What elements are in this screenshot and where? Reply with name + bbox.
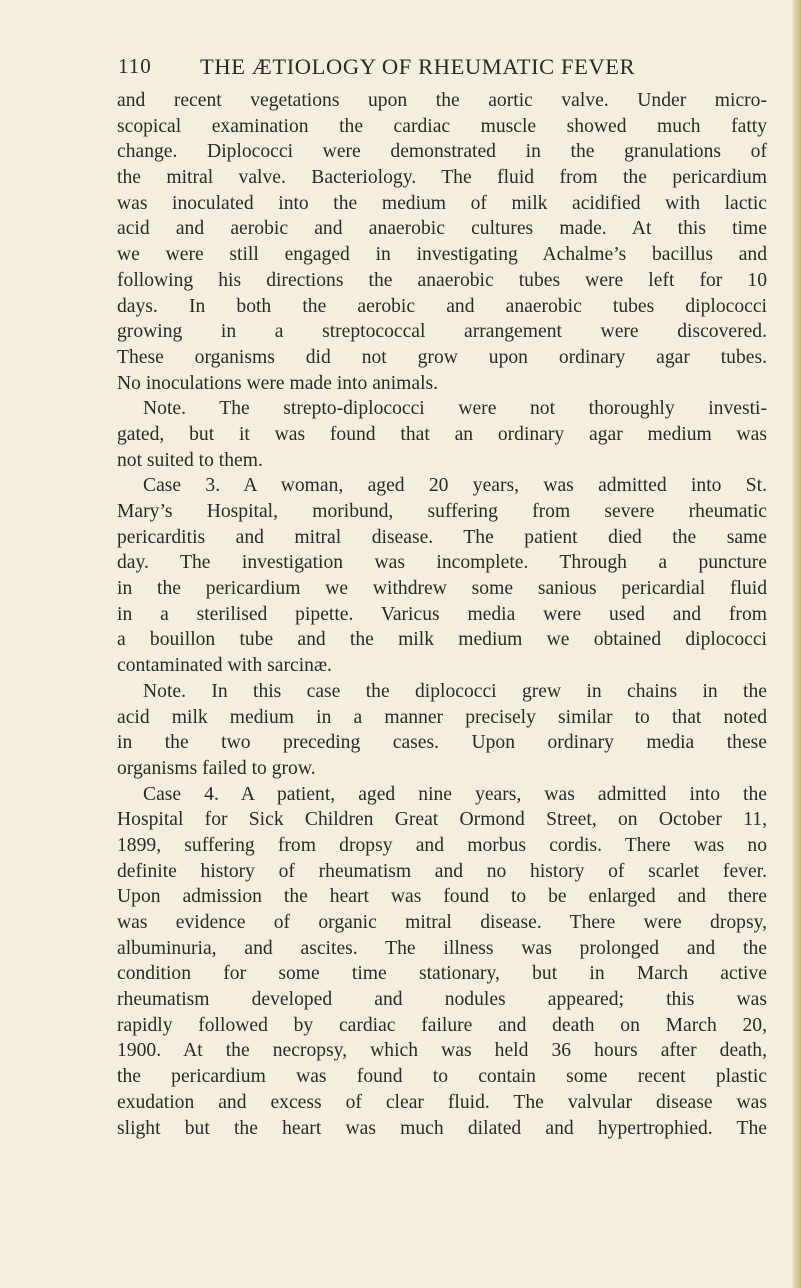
text-line: the pericardium was found to contain some recent plastic xyxy=(117,1066,767,1088)
text-line: was inoculated into the medium of milk acidified with lactic xyxy=(117,192,767,214)
text-line: and recent vegetations upon the aortic valve. Under micro- xyxy=(117,90,767,111)
text-line: contaminated with sarcinæ. xyxy=(117,655,332,677)
text-line: not suited to them. xyxy=(117,449,263,471)
case-paragraph-start: Case 4. A patient, aged nine years, was admitted into the xyxy=(143,783,767,805)
text-line: we were still engaged in investigating Achalme’s bacillus and xyxy=(117,244,767,266)
text-line: growing in a streptococcal arrangement were discovered. xyxy=(117,321,767,343)
text-line: the mitral valve. Bacteriology. The fluid from the pericardium xyxy=(117,167,767,189)
note-paragraph-start: Note. In this case the diplococci grew in chains in the xyxy=(143,680,767,702)
text-line: No inoculations were made into animals. xyxy=(117,372,439,394)
text-line: rapidly followed by cardiac failure and death on March 20, xyxy=(117,1014,767,1036)
body-text xyxy=(117,88,767,1141)
note-paragraph-start: Note. The strepto-diplococci were not thoroughly investi- xyxy=(143,398,767,420)
text-line: rheumatism developed and nodules appeared; this was xyxy=(117,989,767,1011)
text-line: in the pericardium we withdrew some sanious pericardial fluid xyxy=(117,578,767,600)
text-line: day. The investigation was incomplete. Through a puncture xyxy=(117,552,767,574)
text-line: exudation and excess of clear fluid. The valvular disease was xyxy=(117,1091,767,1113)
text-line: days. In both the aerobic and anaerobic tubes diplococci xyxy=(117,295,767,317)
text-line: These organisms did not grow upon ordinary agar tubes. xyxy=(117,346,767,368)
text-line: organisms failed to grow. xyxy=(117,757,316,779)
text-line: acid milk medium in a manner precisely similar to that noted xyxy=(117,706,767,728)
text-line: in a sterilised pipette. Varicus media were used and from xyxy=(117,603,767,625)
text-line: Hospital for Sick Children Great Ormond Street, on October 11, xyxy=(117,809,767,831)
text-line: albuminuria, and ascites. The illness was prolonged and the xyxy=(117,937,767,959)
text-line: Upon admission the heart was found to be enlarged and there xyxy=(117,886,767,908)
text-line: 1899, suffering from dropsy and morbus cordis. There was no xyxy=(117,834,767,856)
page-header xyxy=(118,54,758,88)
case-paragraph-start: Case 3. A woman, aged 20 years, was admitted into St. xyxy=(143,475,767,497)
text-line: Mary’s Hospital, moribund, suffering from severe rheumatic xyxy=(117,501,767,522)
page-number: 110 xyxy=(118,54,152,78)
text-line: pericarditis and mitral disease. The patient died the same xyxy=(117,526,767,548)
text-line: definite history of rheumatism and no history of scarlet fever. xyxy=(117,860,767,882)
text-line: acid and aerobic and anaerobic cultures made. At this time xyxy=(117,218,767,240)
page-edge-shadow xyxy=(791,0,801,1288)
text-line: slight but the heart was much dilated and hypertrophied. The xyxy=(117,1117,767,1139)
running-title: THE ÆTIOLOGY OF RHEUMATIC FEVER xyxy=(200,54,636,79)
text-line: scopical examination the cardiac muscle showed much fatty xyxy=(117,115,767,137)
text-line: gated, but it was found that an ordinary agar medium was xyxy=(117,423,767,445)
text-line: in the two preceding cases. Upon ordinary media these xyxy=(117,732,767,754)
text-line: change. Diplococci were demonstrated in the granulations of xyxy=(117,141,767,163)
text-line: 1900. At the necropsy, which was held 36 hours after death, xyxy=(117,1040,767,1062)
text-line: was evidence of organic mitral disease. There were dropsy, xyxy=(117,912,767,933)
text-line: a bouillon tube and the milk medium we obtained diplococci xyxy=(117,629,767,651)
text-line: condition for some time stationary, but in March active xyxy=(117,963,767,985)
text-line: following his directions the anaerobic tubes were left for 10 xyxy=(117,269,767,291)
